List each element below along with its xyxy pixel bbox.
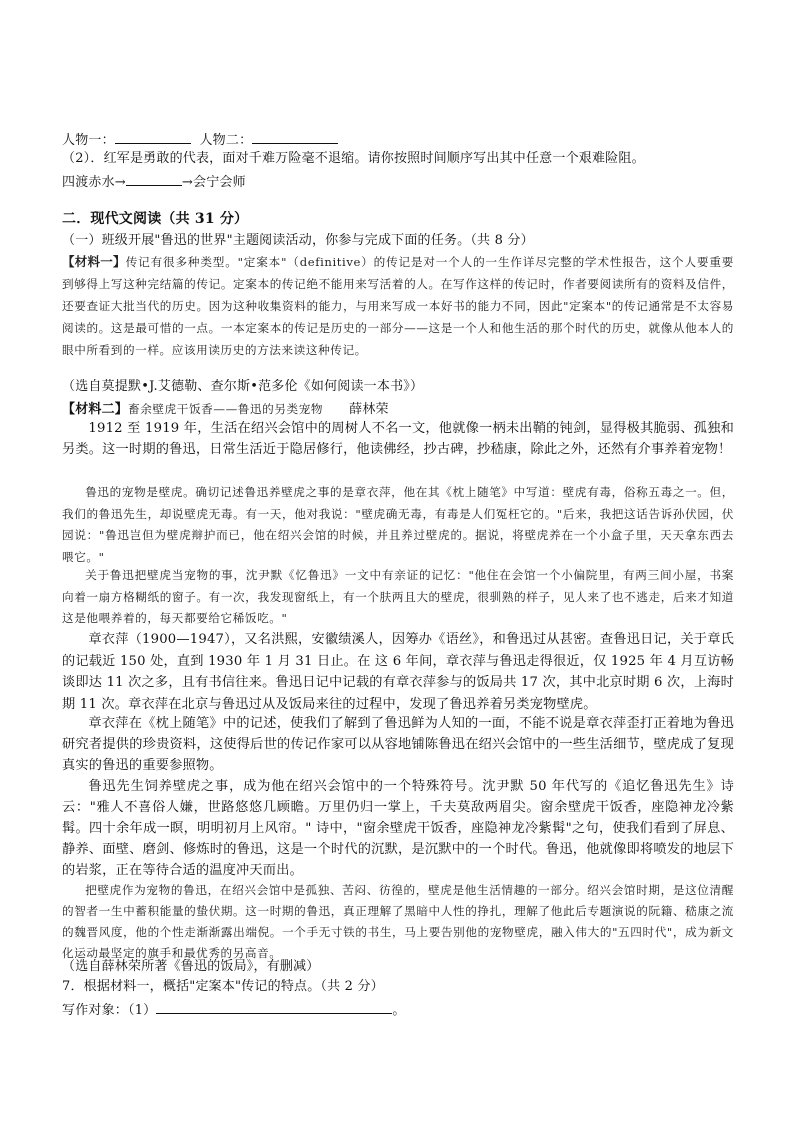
answer-blank[interactable] <box>156 1000 392 1014</box>
route-start: 四渡赤水→ <box>62 175 126 190</box>
answer-prefix: 写作对象：（1） <box>62 1003 157 1018</box>
material-2-label: 【材料二】 <box>62 402 129 417</box>
question-2: （2）．红军是勇敢的代表，面对千难万险毫不退缩。请你按照时间顺序写出其中任意一个艰难险阻。 <box>62 151 645 166</box>
material-1-source: （选自莫提默•J.艾德勒、查尔斯•范多伦《如何阅读一本书》） <box>62 379 424 394</box>
answer-blank[interactable] <box>126 172 182 186</box>
paragraph-4: 章衣萍（1900—1947），又名洪熙，安徽绩溪人，因筹办《语丝》，和鲁迅过从甚密。查鲁迅日记，关于章氏的记载近 150 处，直到 1930 年 1 月 31 日止。在 这 6 年间，章衣萍与鲁迅走得很近，仅 1925 年 4 月互访畅谈即达 11 次之多，且有书信往来。鲁迅日记中记载的有章衣萍参与的饭局共 17 次，其中北京时期 6 次，上海时期 11 次。章衣萍在北京与鲁迅过从及饭局来往的过程中，发现了鲁迅养着另类宠物壁虎。 <box>62 632 734 712</box>
route-end: →会宁会师 <box>181 175 246 190</box>
task-intro: （一）班级开展"鲁迅的世界"主题阅读活动，你参与完成下面的任务。（共 8 分） <box>62 233 534 248</box>
material-2-source: （选自薛林荣所著《鲁迅的饭局》，有删减） <box>62 959 320 974</box>
paragraph-6: 鲁迅先生饲养壁虎之事，成为他在绍兴会馆中的一个特殊符号。沈尹默 50 年代写的《追忆鲁迅先生》诗云："雅人不喜俗人嫌，世路悠悠几顾瞻。万里仍归一掌上，千夫莫敌两眉尖。窗余壁虎干饭香，座隐神龙冷紫髯。四十余年成一瞑，明明初月上风帘。" 诗中，"窗余壁虎干饭香，座隐神龙冷紫髯"之句，使我们看到了屏息、静养、面壁、磨剑、修炼时的鲁迅，这是一个时代的沉默，是沉默中的一个时代。鲁迅，他就像即将喷发的地层下的岩浆，正在等待合适的温度冲天而出。 <box>62 779 734 878</box>
material-1-label: 【材料一】 <box>62 254 126 269</box>
material-2-title: 畜余壁虎干饭香——鲁迅的另类宠物 <box>128 402 324 416</box>
paragraph-3: 关于鲁迅把壁虎当宠物的事，沈尹默《忆鲁迅》一文中有亲证的记忆："他住在会馆一个小偏院里，有两三间小屋，书案向着一扇方格糊纸的窗子。有一次，我发现窗纸上，有一个肤两且大的壁虎，很驯熟的样子，见人来了也不逃走，后来才知道这是他喂养着的，每天都要给它稀饭吃。" <box>62 568 734 625</box>
material-1 <box>62 251 734 361</box>
material-1-text: 传记有很多种类型。"定案本"（definitive）的传记是对一个人的一生作详尽完整的学术性报告，这个人要重要到够得上写这种完结篇的传记。定案本的传记绝不能用来写活着的人。在写作这样的传记时，作者要阅读所有的资料及信件，还要查证大批当代的历史。因为这种收集资料的能力，与用来写成一本好书的能力不同，因此"定案本"的传记通常是不太容易阅读的。这是最可惜的一点。一本定案本的传记是历史的一部分——这是一个人和他生活的那个时代的历史，就像从他本人的眼中所看到的一样。应该用读历史的方法来读这种传记。 <box>62 255 734 357</box>
paragraph-7: 把壁虎作为宠物的鲁迅，在绍兴会馆中是孤独、苦闷、彷徨的，壁虎是他生活情趣的一部分。绍兴会馆时期，是这位清醒的智者一生中蓄积能量的蛰伏期。这一时期的鲁迅，真正理解了黑暗中人性的挣扎，理解了他此后专题演说的阮籍、嵇康之流的魏晋风度，他的个性走渐渐露出端倪。一个手无寸铁的书生，马上要告别他的宠物壁虎，融入伟大的"五四时代"，成为新文化运动最坚定的旗手和最优秀的另高音。 <box>62 883 734 960</box>
section-heading: 二．现代文阅读（共 31 分） <box>62 211 249 227</box>
people-label-1: 人物一： <box>62 133 115 148</box>
route-line <box>62 172 742 191</box>
paragraph-5: 章衣萍在《枕上随笔》中的记述，使我们了解到了鲁迅鲜为人知的一面，不能不说是章衣萍歪打正着地为鲁迅研究者提供的珍贵资料，这使得后世的传记作家可以从容地铺陈鲁迅在绍兴会馆中的一些生活细节，壁虎成了复现真实的鲁迅的重要参照物。 <box>62 716 734 773</box>
answer-suffix: 。 <box>392 1003 406 1018</box>
paragraph-1: 1912 至 1919 年，生活在绍兴会馆中的周树人不名一文，他就像一柄未出鞘的钝剑，显得极其脆弱、孤独和另类。这一时期的鲁迅，日常生活近于隐居修行，他读佛经，抄古碑，抄嵇康，除此之外，还然有介事养着宠物！ <box>62 421 734 457</box>
question-7: 7．根据材料一，概括"定案本"传记的特点。（共 2 分） <box>62 979 384 994</box>
material-2-title-line <box>62 401 742 418</box>
paragraph-2: 鲁迅的宠物是壁虎。确切记述鲁迅养壁虎之事的是章衣萍，他在其《枕上随笔》中写道：壁虎有毒，俗称五毒之一。但，我们的鲁迅先生，却说壁虎无毒。有一天，他对我说："壁虎确无毒，有毒是人们冤枉它的。"后来，我把这话告诉孙伏园，伏园说："鲁迅岂但为壁虎辩护而已，他在绍兴会馆的时候，并且养过壁虎的。据说，将壁虎养在一个小盒子里，天天拿东西去喂它。" <box>62 485 734 564</box>
answer-blank[interactable] <box>115 130 191 144</box>
material-2-author: 薛林荣 <box>349 402 389 417</box>
people-label-2: 人物二： <box>199 133 253 148</box>
answer-blank[interactable] <box>252 130 338 144</box>
question-7-answer-line <box>62 1000 742 1019</box>
people-line <box>62 130 742 149</box>
